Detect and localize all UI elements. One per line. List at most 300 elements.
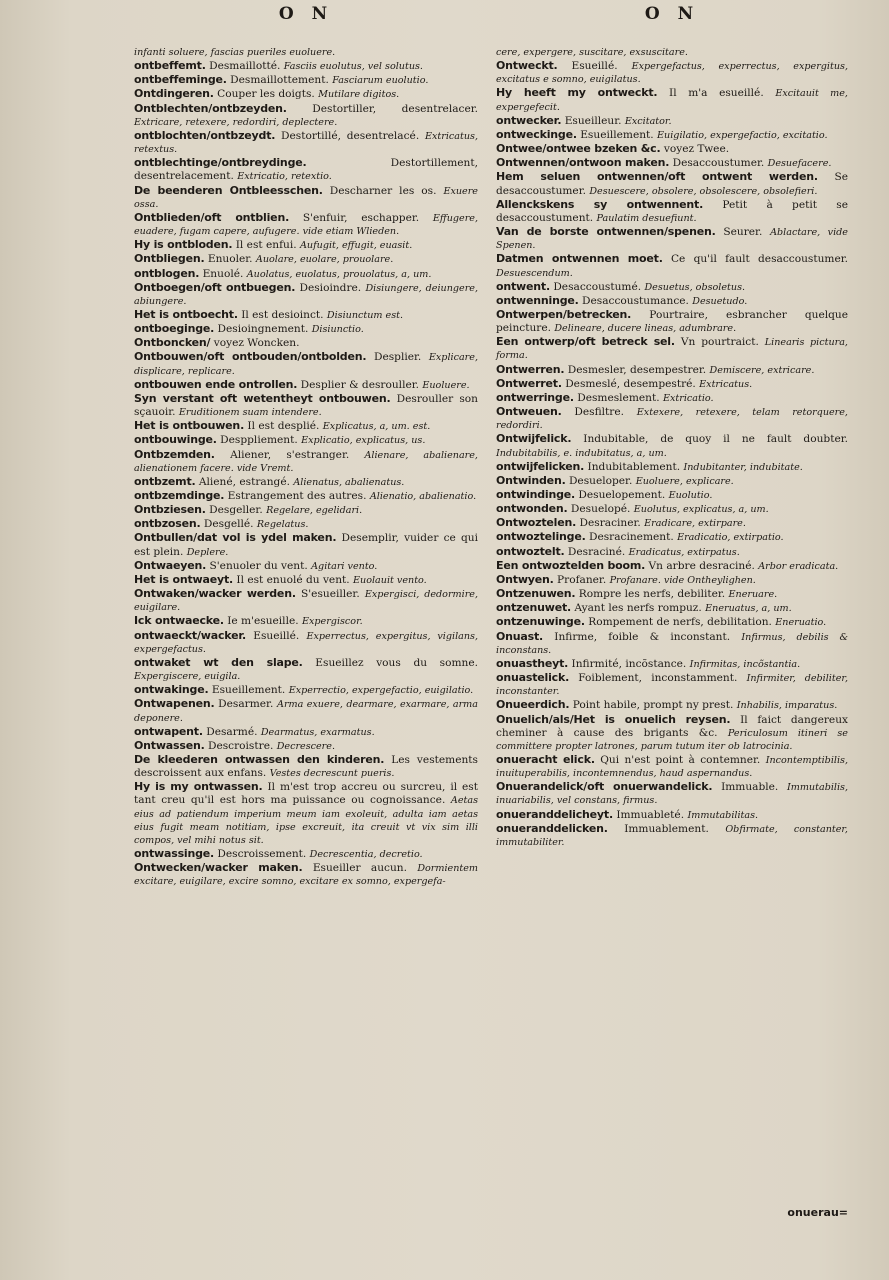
dictionary-entry [496, 780, 848, 807]
dictionary-entry [134, 697, 478, 724]
dictionary-entry [134, 378, 478, 392]
latin-gloss: Euolutio. [668, 490, 713, 501]
dictionary-entry [134, 350, 478, 377]
headword: onueranddelicheyt. [496, 807, 613, 821]
latin-gloss: Fasciarum euolutio. [332, 75, 429, 87]
dictionary-entry [496, 46, 848, 59]
headword: Ontblieden/oft ontblien. [134, 210, 290, 224]
dictionary-entry [496, 474, 848, 488]
latin-gloss: Paulatim desuefiunt. [596, 212, 697, 224]
running-head-left: O N [278, 4, 334, 24]
french-gloss: voyez Twee. [663, 143, 730, 156]
latin-gloss: Desuescendum. [496, 267, 573, 279]
dictionary-entry [134, 614, 478, 628]
headword: Ontwecken/wacker maken. [134, 861, 303, 875]
dictionary-entry [496, 671, 848, 698]
latin-gloss: Ablactare, vide Spenen. [496, 227, 848, 252]
french-gloss: Infirmité, incõstance. [571, 657, 687, 670]
latin-gloss: Eruditionem suam intendere. [178, 407, 322, 419]
dictionary-entry [496, 713, 848, 753]
headword: Ontwinden. [496, 473, 566, 487]
headword: Een ontwerp/oft betreck sel. [496, 335, 675, 349]
french-gloss: Pourtraire, esbrancher quelque peincture. [496, 308, 848, 335]
latin-gloss: Vestes decrescunt pueris. [269, 768, 395, 780]
latin-gloss: Disiungere, deiungere, abiungere. [134, 282, 479, 307]
dictionary-entry [134, 87, 478, 101]
headword: Ontwaken/wacker werden. [134, 587, 296, 601]
latin-gloss: Desuetus, obsoletus. [644, 281, 746, 293]
dictionary-entry [496, 698, 848, 712]
dictionary-entry [496, 615, 848, 629]
french-gloss: Destortiller, desentrelacer. [312, 102, 478, 115]
headword: ontwapent. [134, 724, 203, 738]
latin-gloss: Infirmus, debilis & inconstans. [496, 631, 849, 656]
headword: ontbzemt. [134, 474, 196, 488]
dictionary-entry [496, 516, 848, 530]
dictionary-entry [134, 573, 478, 587]
dictionary-entry [496, 377, 848, 391]
headword: onuastheyt. [496, 656, 569, 670]
headword: Hy is my ontwassen. [134, 780, 263, 794]
headword: ontwijfelicken. [496, 459, 585, 473]
headword: ontwonden. [496, 502, 568, 516]
dictionary-entry [496, 128, 848, 142]
dictionary-entry [134, 211, 478, 238]
headword: Van de borste ontwennen/spenen. [496, 225, 716, 239]
latin-gloss: Dearmatus, exarmatus. [260, 726, 375, 738]
headword: ontwent. [496, 279, 550, 293]
french-gloss: Descroistre. [207, 739, 274, 752]
dictionary-entry [134, 861, 478, 888]
latin-gloss: Alienare, abalienare, alienationem facere. vide Vremt. [134, 449, 478, 474]
headword: ontbzosen. [134, 517, 201, 531]
latin-gloss: Eradicare, extirpare. [644, 518, 746, 530]
french-gloss: Il m'est trop accreu ou surcreu, il est tant creu qu'il est hors ma puissance ou cognoissance. [134, 781, 479, 807]
latin-gloss: Effugere, euadere, fugam capere, aufugere. vide etiam Wlieden. [134, 212, 479, 238]
french-gloss: Rompement de nerfs, debilitation. [588, 616, 772, 629]
latin-gloss: Excitauit me, expergefecit. [496, 88, 848, 113]
latin-gloss: Immutabilis, inuariabilis, vel constans, firmus. [496, 782, 849, 807]
headword: ontwerringe. [496, 390, 574, 404]
latin-gloss: Inhabilis, imparatus. [736, 700, 838, 712]
latin-gloss: Auolare, euolare, prouolare. [255, 254, 394, 266]
headword: Het is ontboecht. [134, 307, 238, 321]
latin-gloss: Agitari vento. [311, 560, 378, 572]
latin-gloss: Delineare, ducere lineas, adumbrare. [554, 323, 737, 335]
headword: Datmen ontwennen moet. [496, 252, 663, 266]
headword: Syn verstant oft wetentheyt ontbouwen. [134, 391, 391, 405]
french-gloss: Desplier & desrouller. [300, 378, 419, 391]
dictionary-entry [134, 308, 478, 322]
headword: Het is ontbouwen. [134, 419, 245, 433]
french-gloss: Desuelopé. [570, 503, 631, 516]
french-gloss: Couper les doigts. [217, 88, 315, 101]
dictionary-entry [134, 238, 478, 252]
dictionary-entry [496, 114, 848, 128]
french-gloss: Immuablement. [624, 822, 709, 835]
french-gloss: Descroissement. [217, 848, 307, 861]
latin-gloss: Euolutus, explicatus, a, um. [633, 504, 769, 516]
french-gloss: Ie m'esueille. [227, 615, 299, 628]
latin-gloss: Expergefactus, experrectus, expergitus, excitatus e somno, euigilatus. [496, 61, 848, 86]
dictionary-entry [496, 460, 848, 474]
french-gloss: Esueillement. [211, 684, 286, 697]
french-gloss: Desrouller son sçauoir. [134, 392, 478, 419]
right-entries [496, 46, 848, 849]
headword: ontzenuwinge. [496, 615, 585, 629]
latin-gloss: infanti soluere, fascias pueriles euoluere. [134, 47, 336, 58]
dictionary-entry [134, 739, 478, 753]
dictionary-entry [496, 530, 848, 544]
latin-gloss: Extexere, retexere, telam retorquere, redordiri. [496, 407, 848, 432]
french-gloss: Desueloper. [568, 474, 633, 487]
latin-gloss: Obfirmate, constanter, immutabiliter. [496, 823, 848, 848]
dictionary-entry [134, 392, 478, 419]
french-gloss: Desuelopement. [578, 489, 666, 501]
headword: ontwenninge. [496, 293, 579, 307]
headword: Ontwerren. [496, 362, 565, 376]
french-gloss: Foiblement, inconstamment. [578, 672, 738, 685]
dictionary-entry [134, 475, 478, 489]
latin-gloss: Desuescere, obsolere, obsolescere, obsolefieri. [589, 185, 818, 197]
latin-gloss: Extricatus, retextus. [134, 130, 478, 156]
french-gloss: Desracinement. [588, 531, 674, 544]
headword: ontbouwen ende ontrollen. [134, 377, 298, 391]
right-column [496, 4, 849, 1219]
dictionary-entry [134, 59, 478, 73]
latin-gloss: Regelatus. [256, 519, 309, 531]
french-gloss: Desioingnement. [217, 323, 309, 336]
dictionary-entry [496, 170, 848, 197]
latin-gloss: Arma exuere, dearmare, exarmare, arma deponere. [134, 699, 478, 724]
french-gloss: S'enfuir, eschapper. [302, 211, 420, 224]
dictionary-entry [496, 808, 848, 822]
dictionary-entry [496, 252, 848, 279]
dictionary-entry [496, 601, 848, 615]
latin-gloss: Expergisci, dedormire, euigilare. [134, 589, 479, 614]
headword: De beenderen Ontbleesschen. [134, 183, 323, 197]
latin-gloss: Expergiscor. [301, 616, 363, 628]
dictionary-entry [134, 780, 478, 847]
headword: Ontwerpen/betrecken. [496, 307, 632, 321]
french-gloss: S'enuoler du vent. [209, 559, 308, 572]
dictionary-entry [496, 225, 848, 252]
latin-gloss: Fasciis euolutus, vel solutus. [283, 61, 423, 73]
french-gloss: Se desaccoustumer. [496, 171, 848, 197]
latin-gloss: Desuetudo. [692, 295, 748, 307]
latin-gloss: Eradicatus, extirpatus. [628, 546, 740, 558]
headword: Ontbullen/dat vol is ydel maken. [134, 531, 337, 545]
running-head-right: O N [644, 4, 700, 24]
headword: Ontwennen/ontwoon maken. [496, 156, 670, 170]
dictionary-entry [134, 281, 478, 308]
dictionary-entry [134, 267, 478, 281]
headword: ontwoztelt. [496, 544, 565, 558]
latin-gloss: Alienatio, abalienatio. [369, 491, 477, 502]
latin-gloss: Alienatus, abalienatus. [293, 476, 405, 488]
headword: Onuelich/als/Het is onuelich reysen. [496, 712, 731, 726]
french-gloss: Il faict dangereux cheminer à cause des brigants &c. [496, 713, 848, 739]
dictionary-entry [496, 405, 848, 432]
dictionary-entry [134, 753, 478, 780]
headword: Onueerdich. [496, 698, 570, 712]
french-gloss: Desemplir, vuider ce qui est plein. [134, 532, 479, 558]
headword: Ontwyen. [496, 572, 554, 586]
french-gloss: Rompre les nerfs, debiliter. [578, 588, 726, 601]
headword: ontweckinge. [496, 127, 577, 141]
dictionary-entry [134, 419, 478, 433]
french-gloss: Desaccoustumance. [582, 294, 689, 307]
dictionary-entry [134, 322, 478, 336]
dictionary-entry [496, 391, 848, 405]
headword: Hy is ontbloden. [134, 238, 233, 252]
french-gloss: Vn arbre desraciné. [648, 559, 755, 572]
french-gloss: Destortillement, desentrelacement. [134, 157, 478, 183]
latin-gloss: Eradicatio, extirpatio. [677, 532, 784, 544]
latin-gloss: Experrectio, expergefactio, euigilatio. [288, 685, 474, 697]
headword: Ontwaeyen. [134, 558, 207, 572]
dictionary-entry [496, 822, 848, 849]
latin-gloss: Profanare. vide Ontheylighen. [609, 574, 756, 586]
headword: ontwaeckt/wacker. [134, 628, 247, 642]
headword: Ontbzemden. [134, 447, 215, 461]
latin-gloss: Aufugit, effugit, euasit. [299, 240, 413, 252]
latin-gloss: Demiscere, extricare. [709, 364, 815, 376]
headword: Ick ontwaecke. [134, 614, 224, 628]
dictionary-entry [134, 252, 478, 266]
headword: ontwassinge. [134, 847, 215, 861]
french-gloss: Descharner les os. [329, 184, 437, 197]
headword: Ontboncken/ [134, 336, 211, 350]
dictionary-entry [134, 102, 478, 129]
dictionary-entry [496, 198, 848, 225]
headword: ontbouwinge. [134, 433, 217, 447]
dictionary-entry [134, 489, 478, 503]
dictionary-entry [134, 503, 478, 517]
french-gloss: Esueiller aucun. [312, 862, 407, 875]
french-gloss: Immuable. [721, 781, 779, 794]
headword: ontbzemdinge. [134, 489, 225, 502]
dictionary-entry [496, 573, 848, 587]
headword: ontwaket wt den slape. [134, 655, 303, 669]
dictionary-entry [134, 531, 478, 558]
french-gloss: Desgeller. [209, 504, 263, 517]
latin-gloss: Infirmitas, incõstantia. [689, 658, 801, 670]
french-gloss: S'esueiller. [301, 588, 360, 601]
dictionary-entry [134, 156, 478, 183]
latin-gloss: Auolatus, euolatus, prouolatus, a, um. [246, 268, 432, 280]
latin-gloss: Exuere ossa. [134, 185, 478, 210]
latin-gloss: Decrescere. [276, 740, 335, 752]
french-gloss: Indubitablement. [587, 460, 681, 473]
latin-gloss: Extricatio. [662, 392, 714, 404]
latin-gloss: Eneruare. [728, 589, 778, 601]
french-gloss: Desaccoustumer. [672, 157, 765, 170]
latin-gloss: Mutilare digitos. [318, 89, 400, 101]
french-gloss: Desioindre. [299, 281, 362, 294]
french-gloss: Esueillez vous du somne. [315, 656, 478, 669]
french-gloss: Desmeslé, desempestré. [565, 377, 696, 390]
headword: Ontwoztelen. [496, 516, 577, 530]
headword: Ontbliegen. [134, 252, 205, 266]
french-gloss: Point habile, prompt ny prest. [572, 699, 734, 712]
dictionary-entry [496, 156, 848, 170]
dictionary-entry [134, 725, 478, 739]
latin-gloss: Extricatio, retextio. [237, 171, 332, 183]
dictionary-entry [134, 629, 478, 656]
headword: Hem seluen ontwennen/oft ontwent werden. [496, 170, 818, 184]
french-gloss: voyez Woncken. [213, 337, 300, 350]
headword: Ontdingeren. [134, 87, 214, 101]
headword: Onuerandelick/oft onuerwandelick. [496, 780, 713, 794]
dictionary-entry [134, 683, 478, 697]
dictionary-entry [496, 488, 848, 502]
french-gloss: Desplier. [373, 351, 422, 364]
french-gloss: Ayant les nerfs rompuz. [574, 602, 702, 615]
latin-gloss: Extricare, retexere, redordiri, deplectere. [134, 116, 338, 128]
dictionary-entry [134, 73, 478, 87]
headword: ontblechtinge/ontbreydinge. [134, 156, 307, 170]
french-gloss: Desarmé. [206, 725, 258, 738]
french-gloss: Vn pourtraict. [680, 336, 759, 349]
latin-gloss: Periculosum itineri se committere propter latrones, parum tutum iter ob latrocinia. [496, 727, 848, 752]
headword: ontwakinge. [134, 683, 209, 697]
dictionary-entry [134, 433, 478, 447]
french-gloss: Il est desioinct. [241, 308, 324, 321]
latin-gloss: Extricatus. [699, 378, 753, 390]
latin-gloss: Euoluere. [422, 379, 470, 391]
french-gloss: Qui n'est point à contemner. [600, 753, 761, 766]
headword: Ontweckt. [496, 59, 558, 73]
french-gloss: Desfiltre. [574, 406, 624, 419]
french-gloss: Desmaillottement. [230, 74, 329, 87]
french-gloss: Il est enfui. [235, 239, 297, 252]
dictionary-entry [134, 656, 478, 683]
french-gloss: Aliener, s'estranger. [230, 448, 350, 461]
latin-gloss: Eneruatus, a, um. [705, 603, 792, 615]
dictionary-entry [496, 59, 848, 86]
french-gloss: Enuolé. [202, 267, 244, 280]
dictionary-entry [134, 129, 478, 156]
dictionary-entry [496, 545, 848, 559]
french-gloss: Enuoler. [207, 253, 253, 266]
french-gloss: Desraciné. [567, 545, 626, 558]
headword: ontbeffeminge. [134, 73, 227, 87]
headword: Ontboegen/oft ontbuegen. [134, 280, 296, 294]
headword: Ontwee/ontwee bzeken &c. [496, 142, 661, 156]
latin-gloss: Disiunctum est. [326, 309, 404, 321]
latin-gloss: Indubitabilis, e. indubitatus, a, um. [496, 447, 667, 459]
latin-gloss: Arbor eradicata. [758, 560, 839, 572]
latin-gloss: Expergiscere, euigila. [134, 671, 241, 683]
dictionary-entry [134, 517, 478, 531]
french-gloss: Profaner. [557, 573, 607, 586]
latin-gloss: Explicare, displicare, replicare. [134, 352, 478, 377]
left-entries [134, 46, 478, 889]
headword: Onuast. [496, 629, 544, 643]
headword: onueracht elick. [496, 752, 595, 766]
headword: ontwecker. [496, 113, 562, 127]
french-gloss: Immuableté. [616, 808, 685, 821]
latin-gloss: Euoluere, explicare. [635, 475, 734, 487]
dictionary-entry [496, 280, 848, 294]
french-gloss: Seurer. [723, 226, 763, 239]
latin-gloss: Deplere. [186, 546, 229, 558]
catchword: onuerau= [787, 1206, 848, 1219]
headword: ontwoztelinge. [496, 530, 586, 544]
french-gloss: Il est enuolé du vent. [236, 573, 350, 586]
french-gloss: Petit à petit se desaccoustument. [496, 198, 849, 224]
dictionary-entry [496, 559, 848, 573]
headword: ontboeginge. [134, 322, 215, 336]
dictionary-entry [496, 630, 848, 657]
headword: Ontwijfelick. [496, 432, 572, 446]
french-gloss: Esueillé. [571, 60, 618, 73]
dictionary-entry [496, 587, 848, 601]
headword: ontzenuwet. [496, 601, 572, 615]
french-gloss: Desarmer. [218, 698, 274, 711]
headword: ontwindinge. [496, 488, 575, 501]
latin-gloss: Incontemptibilis, inuituperabilis, incontemnendus, haud aspernandus. [496, 754, 848, 780]
dictionary-entry [496, 432, 848, 459]
dictionary-entry [134, 46, 478, 59]
french-gloss: Desgellé. [203, 518, 254, 531]
french-gloss: Infirme, foible & inconstant. [554, 630, 731, 643]
latin-gloss: Regelare, egelidari. [266, 505, 363, 517]
dictionary-entry [496, 502, 848, 516]
headword: Ontwerret. [496, 376, 562, 390]
latin-gloss: Linearis pictura, forma. [496, 337, 848, 362]
latin-gloss: Eneruatio. [775, 617, 827, 629]
headword: Een ontwoztelden boom. [496, 558, 646, 572]
latin-gloss: Desuefacere. [767, 158, 832, 170]
french-gloss: Desmeslement. [577, 391, 660, 404]
headword: Allenckskens sy ontwennent. [496, 197, 704, 211]
headword: Het is ontwaeyt. [134, 572, 234, 586]
french-gloss: Esueilleur. [564, 114, 622, 127]
french-gloss: Il m'a esueillé. [669, 87, 764, 100]
headword: ontblogen. [134, 266, 200, 280]
latin-gloss: Infirmiter, debiliter, inconstanter. [496, 673, 848, 698]
latin-gloss: Euigilatio, expergefactio, excitatio. [657, 129, 828, 141]
french-gloss: Desppliement. [220, 434, 298, 447]
dictionary-entry [134, 847, 478, 861]
headword: Ontweuen. [496, 405, 562, 419]
french-gloss: Les vestements descroissent aux enfans. [134, 753, 478, 780]
french-gloss: Aliené, estrangé. [198, 475, 290, 488]
french-gloss: Desraciner. [579, 517, 641, 530]
left-column [134, 4, 479, 889]
french-gloss: Desmaillotté. [209, 60, 281, 73]
headword: Ontblechten/ontbzeyden. [134, 101, 287, 115]
french-gloss: Il est desplié. [247, 420, 320, 433]
latin-gloss: Explicatus, a, um. est. [322, 421, 431, 433]
dictionary-entry [496, 657, 848, 671]
dictionary-entry [496, 294, 848, 308]
dictionary-entry [134, 184, 478, 211]
headword: De kleederen ontwassen den kinderen. [134, 752, 385, 766]
headword: Ontwapenen. [134, 697, 215, 711]
french-gloss: Estrangement des autres. [227, 490, 367, 502]
headword: ontbeffemt. [134, 59, 206, 73]
french-gloss: Esueillement. [580, 128, 654, 141]
dictionary-entry [496, 308, 848, 335]
dictionary-entry [496, 335, 848, 362]
dictionary-entry [496, 363, 848, 377]
latin-gloss: Explicatio, explicatus, us. [301, 435, 426, 447]
headword: onuastelick. [496, 671, 570, 685]
dictionary-entry [134, 448, 478, 475]
